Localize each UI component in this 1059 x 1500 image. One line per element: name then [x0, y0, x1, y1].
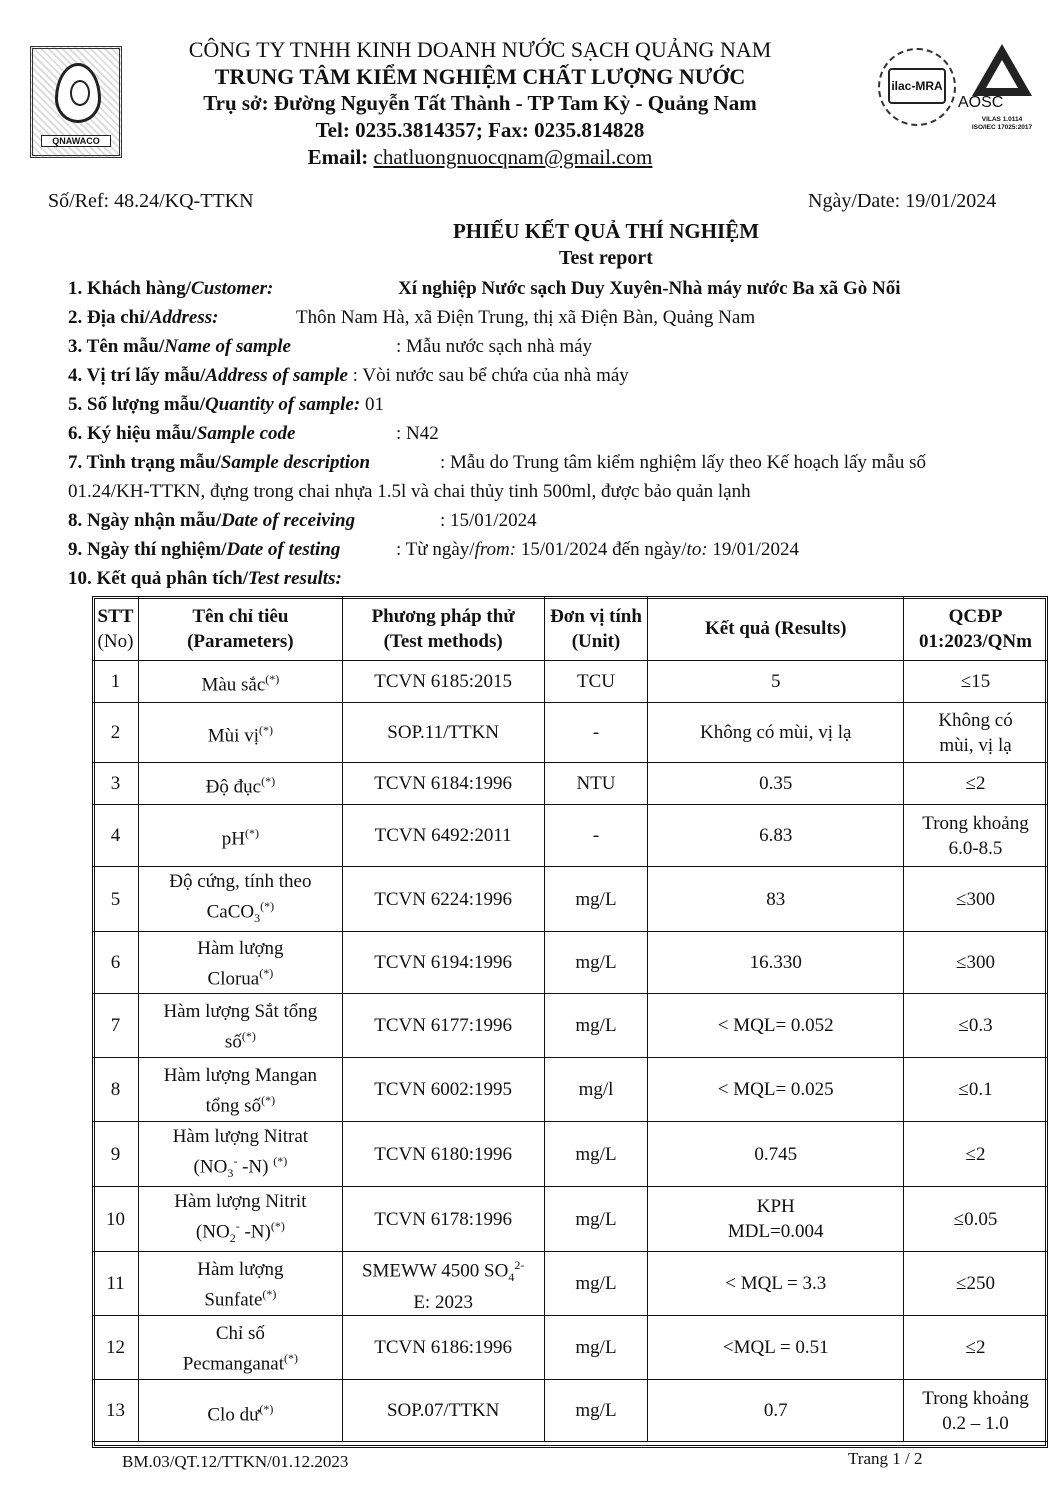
row-parameter: pH(*) — [138, 805, 342, 867]
head-office-address: Trụ sở: Đường Nguyễn Tất Thành - TP Tam Kỳ - Quảng Nam — [203, 91, 757, 115]
row-result: 0.745 — [648, 1122, 904, 1187]
table-row — [93, 1058, 1048, 1122]
report-title: PHIẾU KẾT QUẢ THÍ NGHIỆM — [452, 219, 760, 243]
table-row — [93, 1316, 1048, 1380]
row-limit: ≤250 — [904, 1252, 1048, 1316]
row-unit: mg/L — [544, 1252, 648, 1316]
row-result: < MQL= 0.025 — [648, 1058, 904, 1122]
reference-number: Số/Ref: 48.24/KQ-TTKN — [48, 190, 254, 212]
row-parameter: Mùi vị(*) — [138, 703, 342, 763]
row-unit: - — [544, 703, 648, 763]
center-name: TRUNG TÂM KIỂM NGHIỆM CHẤT LƯỢNG NƯỚC — [214, 64, 746, 89]
accreditation-mark: (*) — [259, 1401, 274, 1416]
row-unit: NTU — [544, 763, 648, 805]
row-parameter: Hàm lượng Sắt tổng số(*) — [138, 994, 342, 1058]
sample-description-value: : Mẫu do Trung tâm kiểm nghiệm lấy theo Kế hoạch lấy mẫu số — [440, 452, 927, 473]
row-method: SMEWW 4500 $SO_4^{2-}$ E: 2023 — [342, 1252, 544, 1316]
table-row — [93, 661, 1048, 703]
receiving-date-label: 8. Ngày nhận mẫu/ — [68, 510, 222, 531]
row-parameter: Hàm lượng Nitrit ($NO_2^-$ -N)(*) — [138, 1187, 342, 1252]
row-limit: ≤2 — [904, 1316, 1048, 1380]
testing-from-label: : Từ ngày/ — [396, 539, 475, 560]
sample-code-value: : N42 — [396, 423, 439, 444]
logo-caption: QNAWACO — [41, 135, 111, 147]
sample-description-line — [68, 449, 927, 477]
testing-date-line — [68, 536, 799, 564]
address-label-en: Address: — [149, 307, 219, 328]
accreditation-mark: (*) — [261, 774, 276, 789]
row-limit: ≤300 — [904, 932, 1048, 994]
row-no: 5 — [93, 867, 139, 932]
row-method: TCVN 6002:1995 — [342, 1058, 544, 1122]
table-row — [93, 1122, 1048, 1187]
accreditation-mark: (*) — [273, 1154, 288, 1169]
results-label: 10. Kết quả phân tích/ — [68, 568, 249, 589]
col-no-header: STT (No) — [93, 597, 139, 661]
row-method: TCVN 6180:1996 — [342, 1122, 544, 1187]
accreditation-mark: (*) — [261, 1092, 276, 1107]
row-result: 0.35 — [648, 763, 904, 805]
row-no: 1 — [93, 661, 139, 703]
col-unit-header: Đơn vị tính (Unit) — [544, 597, 648, 661]
row-method: TCVN 6178:1996 — [342, 1187, 544, 1252]
row-limit: Không có mùi, vị lạ — [904, 703, 1048, 763]
row-result: < MQL= 0.052 — [648, 994, 904, 1058]
row-unit: mg/L — [544, 867, 648, 932]
row-method: TCVN 6184:1996 — [342, 763, 544, 805]
accreditation-mark: (*) — [244, 826, 259, 841]
accreditation-mark: (*) — [262, 1287, 277, 1302]
row-parameter: Hàm lượng Sunfate(*) — [138, 1252, 342, 1316]
form-code: BM.03/QT.12/TTKN/01.12.2023 — [122, 1452, 349, 1471]
table-row — [93, 805, 1048, 867]
address-label: 2. Địa chỉ/ — [68, 307, 150, 328]
results-heading — [68, 565, 342, 593]
triangle-icon — [972, 44, 1032, 96]
aosc-accreditation — [962, 116, 1042, 132]
row-no: 2 — [93, 703, 139, 763]
row-no: 6 — [93, 932, 139, 994]
table-header-row — [93, 597, 1048, 661]
sample-location-label-en: Address of sample — [205, 365, 348, 386]
sample-description-label: 7. Tình trạng mẫu/ — [68, 452, 221, 473]
report-date: Ngày/Date: 19/01/2024 — [808, 190, 997, 212]
row-no: 7 — [93, 994, 139, 1058]
row-unit: - — [544, 805, 648, 867]
company-logo — [30, 46, 122, 158]
sample-code-line — [68, 420, 439, 448]
row-no: 13 — [93, 1380, 139, 1442]
row-limit: Trong khoảng 0.2 – 1.0 — [904, 1380, 1048, 1442]
aosc-line2: ISO/IEC 17025:2017 — [971, 124, 1033, 131]
row-method: TCVN 6224:1996 — [342, 867, 544, 932]
row-no: 12 — [93, 1316, 139, 1380]
row-no: 8 — [93, 1058, 139, 1122]
accreditation-mark: (*) — [270, 1219, 285, 1234]
sample-location-label: 4. Vị trí lấy mẫu/ — [68, 365, 206, 386]
sample-quantity-label: 5. Số lượng mẫu/ — [68, 394, 206, 415]
row-parameter: Độ đục(*) — [138, 763, 342, 805]
address-line — [68, 304, 756, 332]
row-unit: TCU — [544, 661, 648, 703]
customer-line — [68, 275, 901, 303]
accreditation-mark: (*) — [241, 1028, 256, 1043]
row-no: 10 — [93, 1187, 139, 1252]
row-result: 83 — [648, 867, 904, 932]
sample-name-line — [68, 333, 593, 361]
row-parameter: Độ cứng, tính theo CaCO$_3$(*) — [138, 867, 342, 932]
row-unit: mg/L — [544, 1187, 648, 1252]
col-result-header: Kết quả (Results) — [648, 597, 904, 661]
row-parameter: Màu sắc(*) — [138, 661, 342, 703]
testing-to-value: 19/01/2024 — [707, 539, 799, 560]
aosc-line1: VILAS 1.0114 — [981, 116, 1023, 123]
row-result: 0.7 — [648, 1380, 904, 1442]
table-row — [93, 1380, 1048, 1442]
col-parameter-header: Tên chỉ tiêu (Parameters) — [138, 597, 342, 661]
receiving-date-value: : 15/01/2024 — [440, 510, 537, 531]
row-result: KPH MDL=0.004 — [648, 1187, 904, 1252]
row-method: TCVN 6186:1996 — [342, 1316, 544, 1380]
sample-quantity-value: 01 — [364, 394, 384, 415]
testing-from-en: from: — [474, 539, 517, 560]
accreditation-mark: (*) — [284, 1351, 299, 1366]
sample-location-line — [68, 362, 629, 390]
email-line — [130, 144, 830, 171]
sample-name-value: : Mẫu nước sạch nhà máy — [396, 336, 593, 357]
row-parameter: Hàm lượng Clorua(*) — [138, 932, 342, 994]
row-parameter: Hàm lượng Nitrat ($NO_3^-$ -N) (*) — [138, 1122, 342, 1187]
table-row — [93, 867, 1048, 932]
row-result: 6.83 — [648, 805, 904, 867]
sample-location-value: : Vòi nước sau bể chứa của nhà máy — [352, 365, 629, 386]
row-no: 9 — [93, 1122, 139, 1187]
table-row — [93, 703, 1048, 763]
report-subtitle: Test report — [559, 247, 653, 269]
row-limit: Trong khoảng 6.0-8.5 — [904, 805, 1048, 867]
email-label: Email: — [307, 145, 369, 169]
email-link[interactable]: chatluongnuocqnam@gmail.com — [373, 145, 653, 169]
col-limit-header: QCĐP 01:2023/QNm — [904, 597, 1048, 661]
sample-name-label: 3. Tên mẫu/ — [68, 336, 165, 357]
phone-fax: Tel: 0235.3814357; Fax: 0235.814828 — [315, 118, 645, 142]
table-row — [93, 1252, 1048, 1316]
letterhead — [130, 36, 830, 171]
col-method-header: Phương pháp thử (Test methods) — [342, 597, 544, 661]
row-no: 3 — [93, 763, 139, 805]
receiving-date-line — [68, 507, 537, 535]
company-name: CÔNG TY TNHH KINH DOANH NƯỚC SẠCH QUẢNG NAM — [188, 37, 772, 62]
row-parameter: Chỉ số Pecmanganat(*) — [138, 1316, 342, 1380]
row-result: 5 — [648, 661, 904, 703]
table-row — [93, 994, 1048, 1058]
row-limit: ≤0.3 — [904, 994, 1048, 1058]
row-method: TCVN 6177:1996 — [342, 994, 544, 1058]
row-method: SOP.07/TTKN — [342, 1380, 544, 1442]
row-result: < MQL = 3.3 — [648, 1252, 904, 1316]
row-no: 11 — [93, 1252, 139, 1316]
row-result: 16.330 — [648, 932, 904, 994]
row-method: SOP.11/TTKN — [342, 703, 544, 763]
row-limit: ≤0.05 — [904, 1187, 1048, 1252]
address-value: Thôn Nam Hà, xã Điện Trung, thị xã Điện Bàn, Quảng Nam — [296, 307, 756, 328]
testing-date-label: 9. Ngày thí nghiệm/ — [68, 539, 227, 560]
row-unit: mg/L — [544, 994, 648, 1058]
sample-name-label-en: Name of sample — [164, 336, 291, 357]
row-parameter: Hàm lượng Mangan tổng số(*) — [138, 1058, 342, 1122]
row-unit: mg/L — [544, 932, 648, 994]
receiving-date-label-en: Date of receiving — [221, 510, 356, 531]
ilac-mra-logo — [878, 48, 956, 126]
customer-label-en: Customer: — [191, 278, 274, 299]
testing-from-value: 15/01/2024 đến ngày/ — [516, 539, 687, 560]
row-limit: ≤2 — [904, 763, 1048, 805]
testing-to-en: to: — [686, 539, 708, 560]
results-label-en: Test results: — [248, 568, 342, 589]
accreditation-mark: (*) — [258, 723, 273, 738]
sample-code-label: 6. Ký hiệu mẫu/ — [68, 423, 197, 444]
row-result: Không có mùi, vị lạ — [648, 703, 904, 763]
aosc-name: AOSC — [958, 94, 1004, 111]
ilac-mra-label: ilac-MRA — [888, 68, 946, 104]
row-limit: ≤300 — [904, 867, 1048, 932]
row-no: 4 — [93, 805, 139, 867]
sample-code-label-en: Sample code — [196, 423, 296, 444]
row-limit: ≤15 — [904, 661, 1048, 703]
row-method: TCVN 6194:1996 — [342, 932, 544, 994]
row-result: <MQL = 0.51 — [648, 1316, 904, 1380]
accreditation-mark: (*) — [265, 672, 280, 687]
sample-description-label-en: Sample description — [220, 452, 371, 473]
sample-quantity-label-en: Quantity of sample: — [205, 394, 361, 415]
table-row — [93, 932, 1048, 994]
customer-label: 1. Khách hàng/ — [68, 278, 192, 299]
row-unit: mg/L — [544, 1122, 648, 1187]
table-row — [93, 1187, 1048, 1252]
water-drop-icon — [55, 63, 101, 123]
customer-value: Xí nghiệp Nước sạch Duy Xuyên-Nhà máy nước Ba xã Gò Nổi — [398, 278, 901, 299]
table-row — [93, 763, 1048, 805]
row-method: TCVN 6185:2015 — [342, 661, 544, 703]
page-number: Trang 1 / 2 — [848, 1449, 923, 1468]
sample-description-continued — [68, 478, 751, 506]
testing-date-label-en: Date of testing — [226, 539, 341, 560]
row-method: TCVN 6492:2011 — [342, 805, 544, 867]
aosc-logo — [958, 44, 1050, 136]
accreditation-mark: (*) — [260, 899, 275, 913]
row-unit: mg/L — [544, 1316, 648, 1380]
sample-description-cont: 01.24/KH-TTKN, đựng trong chai nhựa 1.5l và chai thủy tinh 500ml, được bảo quản lạnh — [68, 481, 751, 502]
row-limit: ≤0.1 — [904, 1058, 1048, 1122]
row-limit: ≤2 — [904, 1122, 1048, 1187]
accreditation-mark: (*) — [259, 965, 274, 980]
row-parameter: Clo dư(*) — [138, 1380, 342, 1442]
row-unit: mg/l — [544, 1058, 648, 1122]
row-unit: mg/L — [544, 1380, 648, 1442]
results-table — [92, 596, 1048, 1442]
sample-quantity-line — [68, 391, 384, 419]
